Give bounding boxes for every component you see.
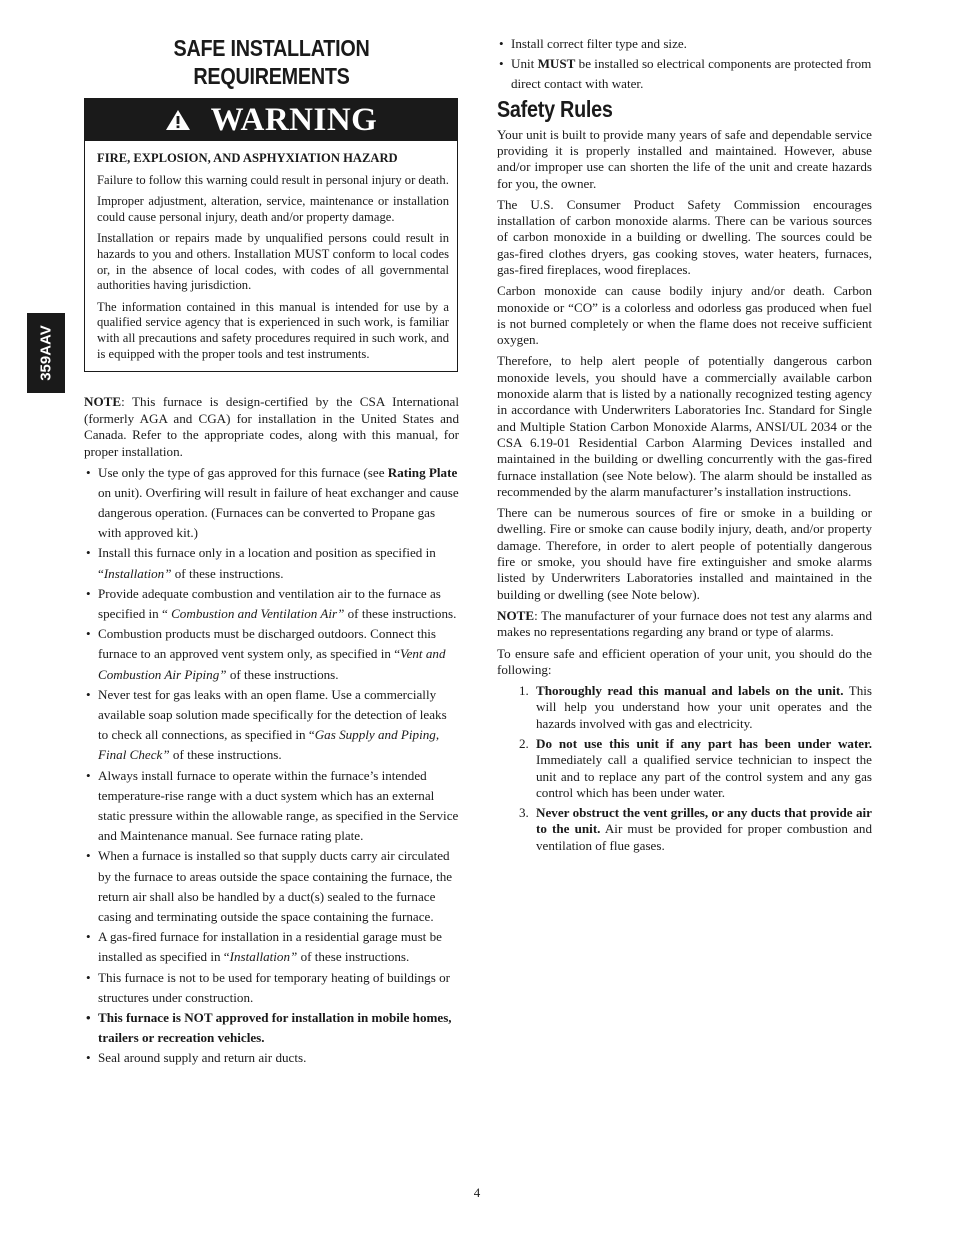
- step-text: Immediately call a qualified service technician to inspect the unit and to replace any part of the control system and any gas control which has been under water.: [536, 752, 872, 800]
- page-number: 4: [473, 1185, 481, 1200]
- warning-hazard-title: FIRE, EXPLOSION, AND ASPHYXIATION HAZARD: [97, 151, 398, 165]
- item-text: of these instructions.: [171, 565, 284, 581]
- list-item: • When a furnace is installed so that supply ducts carry air circulated by the furnace to areas outside the space containing the furnace, the return air shall also be handled by a duct(s) sealed to the furnace casing and terminating outside the space containing the furnace.: [84, 846, 459, 927]
- list-item: [84, 543, 459, 583]
- item-italic-text: Installation”: [229, 949, 298, 965]
- item-text: be installed so electrical components are protected from direct contact with water.: [511, 56, 872, 92]
- item-text: Unit: [511, 56, 538, 72]
- step-number: 2.: [519, 736, 529, 751]
- item-text: Use only the type of gas approved for this furnace (see: [98, 464, 388, 480]
- warning-triangle-icon: [165, 109, 191, 131]
- csa-note: [84, 394, 459, 460]
- item-bold-text: MUST: [537, 56, 576, 72]
- step-text: Air must be provided for proper combustion and ventilation of flue gases.: [536, 821, 872, 853]
- item-text: of these instructions.: [169, 747, 282, 763]
- item-text: of these instructions.: [226, 666, 339, 682]
- note-text: : The manufacturer of your furnace does not test any alarms and makes no representations regarding any brand or type of alarms.: [497, 607, 872, 640]
- warning-paragraph: Failure to follow this warning could result in personal injury or death.: [97, 172, 449, 187]
- model-side-tab: [27, 313, 65, 393]
- step-bold-text: Do not use this unit if any part has been under water.: [536, 736, 872, 751]
- item-italic-text: Vent and Combustion Air Piping”: [98, 646, 446, 682]
- item-text: on unit). Overfiring will result in failure of heat exchanger and cause dangerous operation. (Furnaces can be converted to Propane gas with approved kit.): [98, 484, 459, 541]
- continued-bullet-list: [497, 34, 872, 95]
- right-column: [497, 34, 872, 858]
- paragraph: Therefore, to help alert people of potentially dangerous carbon monoxide levels, you should have a commercially available carbon monoxide alarm that is listed by a nationally recognized testing agency in accordance with Underwriters Laboratories Inc. Standard for Single and Multiple Station Carbon Monoxide Alarms, ANSI/UL 2034 or the CSA 6.19-01 Residential Carbon Alarming Devices installed and maintained in the building or dwelling concurrently with the gas-fired furnace installation (see Note below). The alarm should be installed as recommended by the alarm manufacturer’s installation instructions.: [497, 353, 872, 499]
- warning-title: WARNING: [210, 101, 378, 138]
- warning-paragraph: Installation or repairs made by unqualified persons could result in hazards to you and others. Installation MUST conform to local codes or, in the absence of local codes, with codes of all governmental authorities having jurisdiction.: [97, 231, 449, 293]
- step-text: This will help you understand how your unit operates and the hazards involved with gas and electricity.: [536, 683, 872, 731]
- warning-header: [85, 99, 457, 141]
- item-text: of these instructions.: [344, 605, 457, 621]
- list-item: [84, 463, 459, 544]
- list-item: • Always install furnace to operate within the furnace’s intended temperature-rise range with a duct system which has an external static pressure within the allowable range, as specified in the Service and Maintenance manual. See furnace rating plate.: [84, 766, 459, 847]
- list-item: [497, 683, 872, 732]
- warning-body: [85, 141, 457, 371]
- paragraph: Carbon monoxide can cause bodily injury and/or death. Carbon monoxide or “CO” is a colorless and odorless gas produced when fuel is not burned completely or when the flame does not receive sufficient oxygen.: [497, 283, 872, 348]
- paragraph: The U.S. Consumer Product Safety Commission encourages installation of carbon monoxide alarms. There can be various sources of carbon monoxide in a building or dwelling. The sources could be gas-fired clothes dryers, gas cooking stoves, water heaters, furnaces, gas-fired fireplaces, wood fireplaces.: [497, 196, 872, 277]
- model-side-tab-label: 359AAV: [37, 325, 55, 381]
- list-item: [84, 927, 459, 967]
- alarm-note: [497, 608, 872, 641]
- list-item: [497, 54, 872, 94]
- section-title: [110, 34, 433, 90]
- note-text: : This furnace is design-certified by the CSA International (formerly AGA and CGA) for installation in the United States and Canada. Refer to the appropriate codes, along with this manual, for proper installation.: [84, 394, 459, 459]
- install-requirements-list: [84, 463, 459, 1069]
- step-number: 3.: [519, 805, 529, 821]
- item-text: of these instructions.: [297, 949, 410, 965]
- step-bold-text: Thoroughly read this manual and labels on the unit.: [536, 683, 844, 699]
- note-label: NOTE: [84, 394, 122, 410]
- list-item: [84, 624, 459, 685]
- list-item: • This furnace is not to be used for temporary heating of buildings or structures under construction.: [84, 968, 459, 1008]
- list-item: • Install correct filter type and size.: [497, 34, 872, 54]
- safety-steps-list: [497, 683, 872, 854]
- item-italic-text: Installation”: [103, 565, 172, 581]
- list-item: [84, 685, 459, 766]
- item-text: Combustion products must be discharged outdoors. Connect this furnace to an approved vent system only, as specified in “: [98, 626, 436, 662]
- item-bold-text: Rating Plate: [387, 464, 458, 480]
- step-number: 1.: [519, 683, 529, 699]
- warning-paragraph: Improper adjustment, alteration, service, maintenance or installation could cause personal injury, death and/or property damage.: [97, 194, 449, 224]
- left-column: [84, 34, 459, 1069]
- item-text: Install this furnace only in a location and position as specified in “: [98, 545, 436, 581]
- item-text: Never test for gas leaks with an open flame. Use a commercially available soap solution made specifically for the detection of leaks to check all connections, as specified in “: [98, 686, 447, 743]
- item-italic-text: Combustion and Ventilation Air”: [171, 605, 345, 621]
- list-item: • Seal around supply and return air ducts.: [84, 1048, 459, 1068]
- paragraph: To ensure safe and efficient operation of your unit, you should do the following:: [497, 645, 872, 677]
- safety-rules-heading: Safety Rules: [497, 95, 613, 122]
- section-title-line1: SAFE INSTALLATION: [173, 35, 370, 61]
- warning-paragraph: The information contained in this manual is intended for use by a qualified service agency that is experienced in such work, is familiar with all precautions and safety procedures required in such work, and is equipped with the proper tools and test instruments.: [97, 299, 449, 361]
- section-title-line2: REQUIREMENTS: [193, 63, 350, 89]
- item-italic-text: Gas Supply and Piping, Final Check”: [98, 727, 440, 763]
- step-bold-text: Never obstruct the vent grilles, or any ducts that provide air to the unit.: [536, 805, 872, 837]
- paragraph: Your unit is built to provide many years of safe and dependable service providing it is properly installed and maintained. However, abuse and/or improper use can shorten the life of the unit and create hazards for you, the owner.: [497, 126, 872, 191]
- item-text: A gas-fired furnace for installation in a residential garage must be installed as specified in “: [98, 929, 442, 965]
- list-item: [497, 805, 872, 854]
- paragraph: There can be numerous sources of fire or smoke in a building or dwelling. Fire or smoke can cause bodily injury, death, and/or property damage. Therefore, in order to alert people of potentially dangerous fire or smoke, you should have fire extinguisher and smoke alarms listed by Underwriters Laboratories installed and maintained in the building or dwelling (see Note below).: [497, 505, 872, 602]
- warning-box: [84, 98, 458, 372]
- list-item: • This furnace is NOT approved for installation in mobile homes, trailers or recreation vehicles.: [84, 1008, 459, 1048]
- item-text: Provide adequate combustion and ventilation air to the furnace as specified in “: [98, 585, 441, 621]
- list-item: [84, 584, 459, 624]
- list-item: [497, 736, 872, 801]
- note-label: NOTE: [497, 607, 535, 623]
